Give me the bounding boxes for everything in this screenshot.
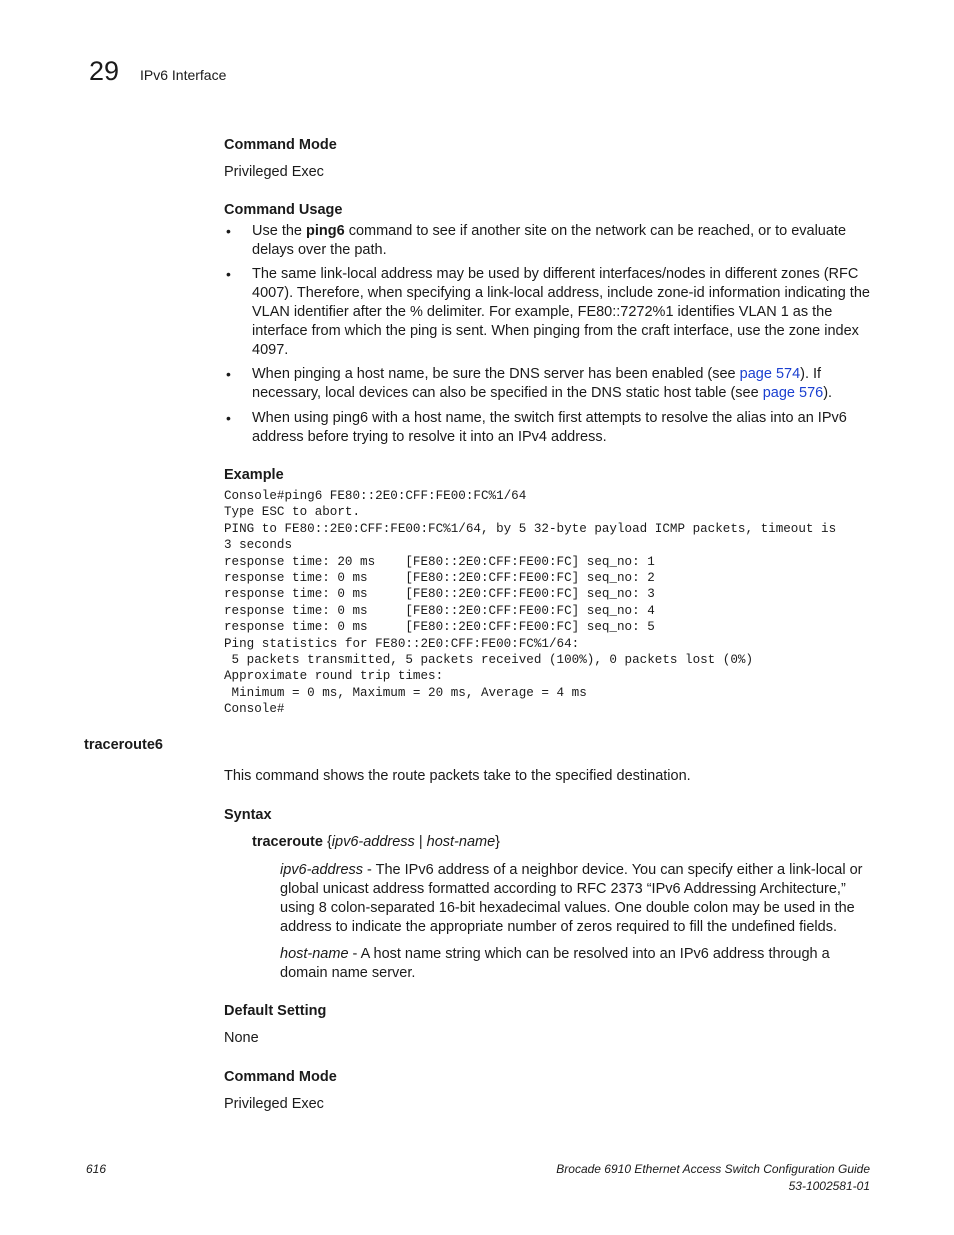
syntax-heading: Syntax (224, 807, 272, 823)
bullet-marker: • (226, 223, 231, 239)
syntax-brace-open: { (322, 834, 332, 850)
page-576-link[interactable]: page 576 (762, 385, 824, 401)
traceroute6-description: This command shows the route packets take to the specified destination. (224, 768, 691, 784)
doc-number: 53-1002581-01 (788, 1179, 870, 1193)
ping6-command: ping6 (306, 223, 345, 239)
bullet-1-pre: Use the (252, 223, 306, 239)
bullet-3-mid: ). If necessary, local devices can also be specified in the DNS static host table (see (252, 366, 822, 401)
command-mode-heading: Command Mode (224, 137, 337, 153)
param-ipv6-address (280, 861, 872, 937)
bullet-1-post: command to see if another site on the network can be reached, or to evaluate delays over the path. (252, 223, 847, 258)
usage-bullet-3 (252, 365, 872, 403)
bullet-3-post: ). (823, 385, 833, 401)
param-host-name (280, 945, 872, 983)
command-mode-value-2: Privileged Exec (224, 1096, 324, 1112)
traceroute6-title: traceroute6 (84, 737, 163, 753)
guide-title: Brocade 6910 Ethernet Access Switch Configuration Guide (556, 1162, 870, 1176)
usage-bullet-2: The same link-local address may be used by different interfaces/nodes in different zones (RFC 4007). Therefore, when specifying a link-local address, include zone-id information indicating the VLAN identifier after the % delimiter. For example, FE80::7272%1 identifies VLAN 1 as the interface from which the ping is sent. When pinging from the craft interface, use the zone index 4097. (252, 266, 870, 358)
usage-bullet-1 (252, 222, 872, 260)
example-heading: Example (224, 467, 284, 483)
example-code-block: Console#ping6 FE80::2E0:CFF:FE00:FC%1/64 Type ESC to abort. PING to FE80::2E0:CFF:FE00:FC%1/64, by 5 32-byte payload ICMP packets, timeout is 3 seconds response time: 20 ms [FE80::2E0:CFF:FE00:FC] seq_no: 1 response time: 0 ms [FE80::2E0:CFF:FE00:FC] seq_no: 2 response time: 0 ms [FE80::2E0:CFF:FE00:FC] seq_no: 3 response time: 0 ms [FE80::2E0:CFF:FE00:FC] seq_no: 4 response time: 0 ms [FE80::2E0:CFF:FE00:FC] seq_no: 5 Ping statistics for FE80::2E0:CFF:FE00:FC%1/64: 5 packets transmitted, 5 packets received (100%), 0 packets lost (0%) Approximate round trip times: Minimum = 0 ms, Maximum = 20 ms, Average = 4 ms Console# (224, 489, 837, 717)
syntax-arg-ipv6-address: ipv6-address (331, 834, 415, 850)
syntax-line (252, 833, 500, 852)
param-name: ipv6-address (280, 862, 364, 878)
param-text: - A host name string which can be resolved into an IPv6 address through a domain name server. (280, 946, 830, 981)
syntax-brace-close: } (495, 834, 500, 850)
default-setting-value: None (224, 1030, 259, 1046)
usage-bullet-4: When using ping6 with a host name, the switch first attempts to resolve the alias into an IPv6 address before trying to resolve it into an IPv4 address. (252, 410, 847, 445)
command-mode-heading-2: Command Mode (224, 1069, 337, 1085)
page-574-link[interactable]: page 574 (739, 366, 801, 382)
bullet-marker: • (226, 410, 231, 426)
traceroute-command: traceroute (252, 834, 323, 850)
param-text: - The IPv6 address of a neighbor device. You can specify either a link-local or global unicast address formatted according to RFC 2373 “IPv6 Addressing Architecture,” using 8 colon-separated 16-bit hexadecimal values. One double colon may be used in the address to indicate the appropriate number of zeros required to fill the undefined fields. (280, 862, 863, 935)
param-name: host-name (280, 946, 349, 962)
syntax-separator: | (414, 834, 427, 850)
command-usage-heading: Command Usage (224, 202, 343, 218)
bullet-3-pre: When pinging a host name, be sure the DNS server has been enabled (see (252, 366, 740, 382)
chapter-number: 29 (89, 56, 120, 86)
chapter-title: IPv6 Interface (140, 67, 227, 83)
default-setting-heading: Default Setting (224, 1003, 327, 1019)
command-mode-value: Privileged Exec (224, 164, 324, 180)
bullet-marker: • (226, 366, 231, 382)
bullet-marker: • (226, 266, 231, 282)
page-number: 616 (86, 1162, 107, 1176)
syntax-arg-host-name: host-name (426, 834, 496, 850)
